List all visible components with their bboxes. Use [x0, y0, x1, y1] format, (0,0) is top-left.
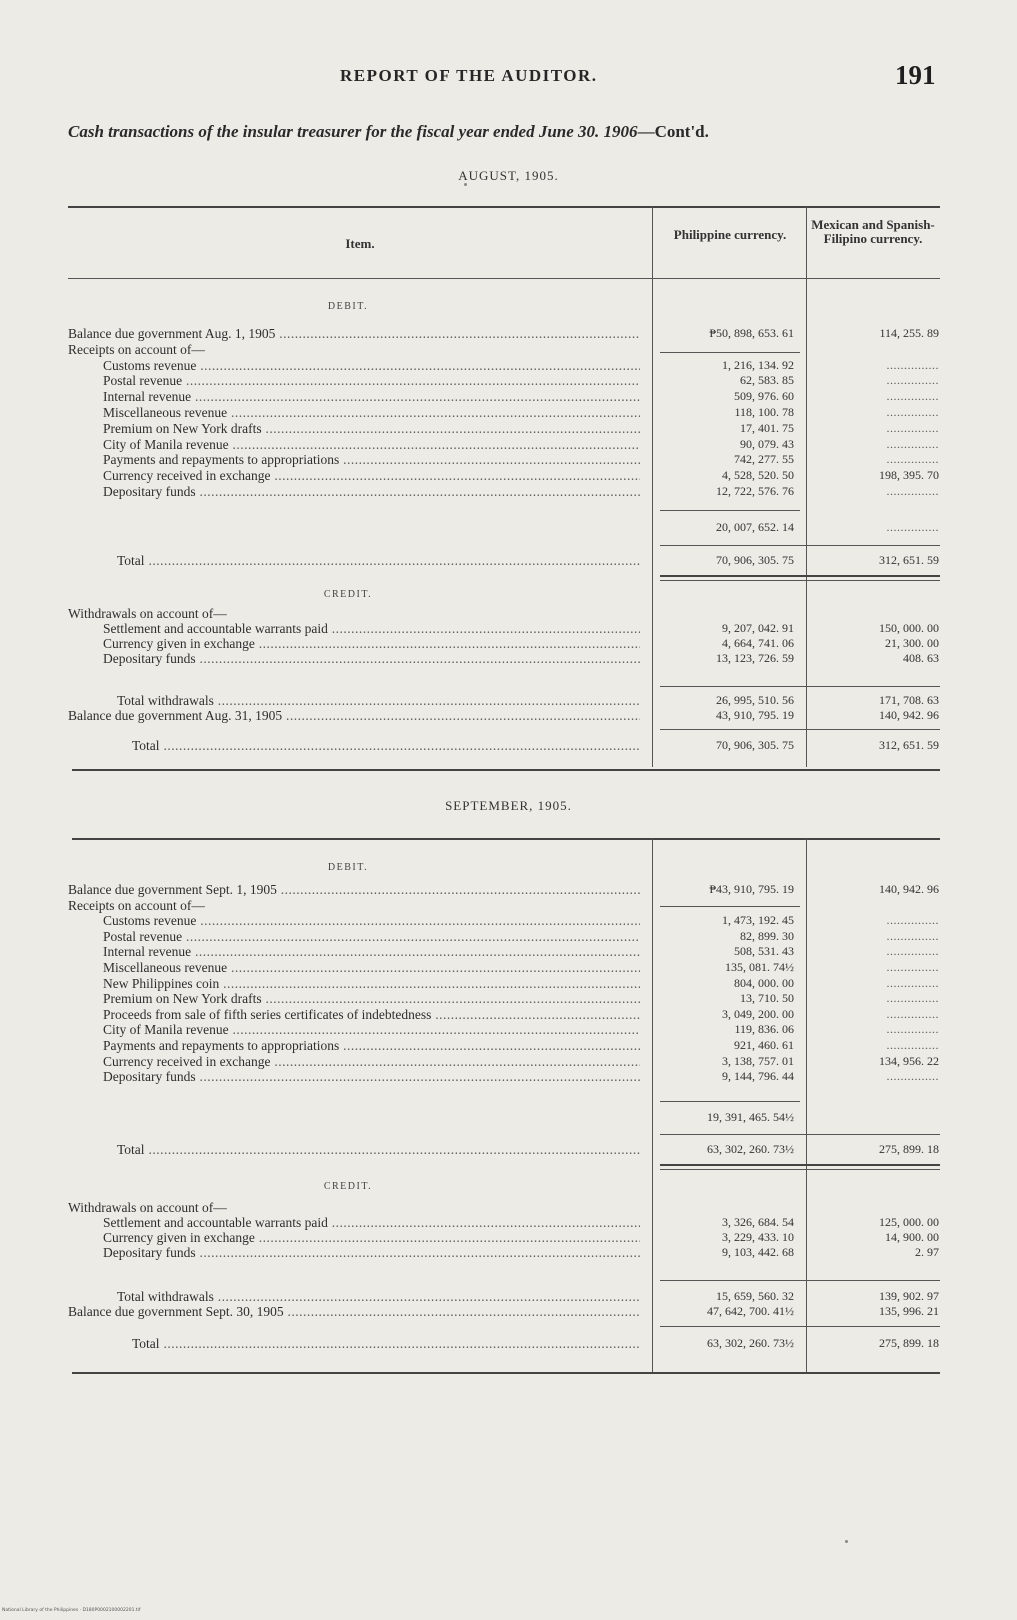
balance-end-label: Balance due government Aug. 31, 1905 ..... — [68, 708, 640, 723]
subcolumn-rule — [660, 352, 800, 353]
total-row — [0, 1336, 1017, 1351]
row-label: Currency given in exchange ..... — [103, 636, 640, 651]
ledger-row — [0, 636, 1017, 651]
row-label: Balance due government Sept. 1, 1905 ..... — [68, 882, 640, 897]
total-label: Total ..... — [132, 1336, 640, 1351]
total-label: Total ..... — [132, 738, 640, 753]
row-label: Balance due government Aug. 1, 1905 ..... — [68, 326, 640, 341]
row-label: Internal revenue ..... — [103, 944, 640, 959]
ledger-row — [0, 1230, 1017, 1245]
row-label: Payments and repayments to appropriations ..... — [103, 1038, 640, 1053]
value-philippine: 1, 216, 134. 92 — [722, 357, 794, 372]
ledger-row — [0, 991, 1017, 1006]
row-label: Miscellaneous revenue ..... — [103, 405, 640, 420]
value-mexican: 2. 97 — [915, 1245, 939, 1259]
row-label: Currency received in exchange ..... — [103, 1054, 640, 1069]
value-philippine: 82, 899. 30 — [740, 928, 794, 943]
balance-end-row — [0, 1304, 1017, 1319]
value-philippine: 3, 049, 200. 00 — [722, 1006, 794, 1021]
ledger-row — [0, 976, 1017, 991]
row-label: Customs revenue ..... — [103, 913, 640, 928]
section-label-credit: CREDIT. — [323, 1181, 373, 1192]
value-mexican: 134, 956. 22 — [879, 1053, 939, 1068]
value-philippine: 3, 138, 757. 01 — [722, 1053, 794, 1068]
value-philippine: 70, 906, 305. 75 — [716, 553, 794, 567]
value-mexican: ............... — [886, 373, 939, 388]
archive-credit-line: National Library of the Philippines · D180P0002100002201.tif — [2, 1608, 141, 1613]
double-rule — [660, 1164, 940, 1166]
total-withdrawals-label: Total withdrawals ..... — [117, 1289, 640, 1304]
row-label: Receipts on account of— — [68, 341, 205, 357]
value-mexican: 139, 902. 97 — [879, 1289, 939, 1303]
value-mexican: ............... — [886, 357, 939, 372]
value-mexican: ............... — [886, 975, 939, 990]
total-rule — [660, 1134, 940, 1135]
value-philippine: 43, 910, 795. 19 — [716, 708, 794, 722]
value-philippine: 119, 836. 06 — [734, 1022, 794, 1037]
value-philippine: 9, 144, 796. 44 — [722, 1069, 794, 1084]
value-mexican: ............... — [886, 1022, 939, 1037]
value-philippine: 9, 207, 042. 91 — [722, 621, 794, 635]
value-philippine: 135, 081. 74½ — [725, 960, 794, 974]
ledger-row — [0, 421, 1017, 436]
scan-speck — [845, 1540, 848, 1543]
value-philippine: 17, 401. 75 — [740, 420, 794, 435]
row-label: Currency received in exchange ..... — [103, 468, 640, 483]
value-philippine: 19, 391, 465. 54½ — [707, 1110, 794, 1124]
value-mexican: ............... — [886, 452, 939, 467]
row-label: Depositary funds ..... — [103, 1245, 640, 1260]
row-label: City of Manila revenue ..... — [103, 437, 640, 452]
value-philippine: 26, 995, 510. 56 — [716, 693, 794, 707]
value-mexican: 21, 300. 00 — [885, 636, 939, 650]
column-header-philippine: Philippine currency. — [673, 227, 787, 242]
value-mexican: 312, 651. 59 — [879, 553, 939, 567]
value-mexican: ............... — [886, 520, 939, 534]
value-philippine: 804, 000. 00 — [734, 975, 794, 990]
page-number: 191 — [895, 60, 936, 90]
ledger-row — [0, 1215, 1017, 1230]
value-philippine: 4, 528, 520. 50 — [722, 468, 794, 483]
row-label: Postal revenue ..... — [103, 373, 640, 388]
ledger-row — [0, 1245, 1017, 1260]
ledger-row — [0, 1022, 1017, 1037]
value-philippine: ₱43, 910, 795. 19 — [709, 882, 794, 896]
column-header-mexican: Mexican and Spanish-Filipino currency. — [811, 217, 935, 246]
value-mexican: ............... — [886, 960, 939, 974]
value-philippine: 508, 531. 43 — [734, 944, 794, 959]
row-label: Settlement and accountable warrants paid ..... — [103, 621, 640, 636]
value-philippine: 15, 659, 560. 32 — [716, 1289, 794, 1303]
ledger-row — [0, 373, 1017, 388]
row-label: Depositary funds ..... — [103, 484, 640, 499]
ledger-row — [0, 882, 1017, 897]
subcolumn-rule — [660, 1101, 800, 1102]
value-mexican: 140, 942. 96 — [879, 708, 939, 722]
ledger-row — [0, 651, 1017, 666]
value-mexican: 114, 255. 89 — [879, 326, 939, 340]
row-label: Depositary funds ..... — [103, 1069, 640, 1084]
ledger-row — [0, 898, 1017, 913]
value-mexican: 125, 000. 00 — [879, 1215, 939, 1229]
subtotal-row — [0, 1110, 1017, 1125]
row-label: Withdrawals on account of— — [68, 1200, 227, 1215]
row-label: Payments and repayments to appropriations ..... — [103, 452, 640, 467]
ledger-row — [0, 606, 1017, 621]
value-mexican: 135, 996. 21 — [879, 1304, 939, 1318]
row-label: Settlement and accountable warrants paid ..... — [103, 1215, 640, 1230]
value-philippine: 4, 664, 741. 06 — [722, 636, 794, 650]
value-mexican: 408. 63 — [903, 651, 939, 665]
value-mexican: 140, 942. 96 — [879, 882, 939, 896]
row-label: Miscellaneous revenue ..... — [103, 960, 640, 975]
total-withdrawals-row — [0, 693, 1017, 708]
running-head: REPORT OF THE AUDITOR. — [340, 66, 598, 85]
value-philippine: 62, 583. 85 — [740, 373, 794, 388]
value-mexican: 14, 900. 00 — [885, 1230, 939, 1244]
table-title-text: Cash transactions of the insular treasurer for the fiscal year ended June 30. 1906 — [68, 122, 638, 141]
row-label: Proceeds from sale of fifth series certificates of indebtedness ..... — [103, 1007, 640, 1022]
ledger-row — [0, 1007, 1017, 1022]
total-row — [0, 738, 1017, 753]
ledger-row — [0, 960, 1017, 975]
value-philippine: 3, 326, 684. 54 — [722, 1215, 794, 1229]
ledger-row — [0, 326, 1017, 341]
total-row — [0, 1142, 1017, 1157]
ledger-row — [0, 342, 1017, 357]
value-mexican: 275, 899. 18 — [879, 1142, 939, 1156]
subtotal-row — [0, 520, 1017, 535]
section-label-credit: CREDIT. — [323, 589, 373, 600]
section-label-debit: DEBIT. — [327, 862, 369, 873]
total-rule — [660, 1326, 940, 1327]
value-philippine: 63, 302, 260. 73½ — [707, 1336, 794, 1350]
value-philippine: ₱50, 898, 653. 61 — [709, 326, 794, 340]
ledger-row — [0, 1200, 1017, 1215]
value-mexican: ............... — [886, 405, 939, 419]
subcolumn-rule — [660, 510, 800, 511]
ledger-row — [0, 405, 1017, 420]
table-title-contd: —Cont'd. — [637, 122, 709, 141]
ledger-row — [0, 358, 1017, 373]
row-label: Premium on New York drafts ..... — [103, 991, 640, 1006]
value-mexican: ............... — [886, 928, 939, 943]
row-label: Depositary funds ..... — [103, 651, 640, 666]
value-mexican: ............... — [886, 436, 939, 451]
value-mexican: ............... — [886, 913, 939, 928]
double-rule — [660, 1169, 940, 1170]
total-rule — [660, 686, 940, 687]
double-rule — [660, 580, 940, 581]
value-mexican: 198, 395. 70 — [879, 468, 939, 483]
scan-speck — [464, 183, 467, 186]
value-mexican: 275, 899. 18 — [879, 1336, 939, 1350]
ledger-row — [0, 929, 1017, 944]
ledger-row — [0, 468, 1017, 483]
total-withdrawals-label: Total withdrawals ..... — [117, 693, 640, 708]
value-philippine: 47, 642, 700. 41½ — [707, 1304, 794, 1318]
ledger-row — [0, 1038, 1017, 1053]
value-philippine: 3, 229, 433. 10 — [722, 1230, 794, 1244]
ledger-row — [0, 452, 1017, 467]
row-label: New Philippines coin ..... — [103, 976, 640, 991]
table-bottom-rule — [72, 769, 940, 771]
total-rule — [660, 1280, 940, 1281]
value-mexican: ............... — [886, 389, 939, 404]
value-mexican: 150, 000. 00 — [879, 621, 939, 635]
value-philippine: 12, 722, 576. 76 — [716, 484, 794, 498]
value-philippine: 9, 103, 442. 68 — [722, 1245, 794, 1259]
value-mexican: ............... — [886, 1069, 939, 1084]
total-rule — [660, 729, 940, 730]
double-rule — [660, 575, 940, 577]
total-row — [0, 553, 1017, 568]
ledger-row — [0, 389, 1017, 404]
column-header-item: Item. — [345, 236, 375, 251]
row-label: Premium on New York drafts ..... — [103, 421, 640, 436]
header-bottom-rule — [68, 278, 940, 279]
month-heading-august: AUGUST, 1905. — [458, 168, 559, 183]
value-mexican: ............... — [886, 420, 939, 435]
row-label: Postal revenue ..... — [103, 929, 640, 944]
ledger-row — [0, 944, 1017, 959]
table-top-rule — [68, 206, 940, 208]
value-philippine: 63, 302, 260. 73½ — [707, 1142, 794, 1156]
row-label: Receipts on account of— — [68, 897, 205, 913]
ledger-row — [0, 437, 1017, 452]
value-philippine: 13, 123, 726. 59 — [716, 651, 794, 665]
total-withdrawals-row — [0, 1289, 1017, 1304]
total-label: Total ..... — [117, 1142, 640, 1157]
section-label-debit: DEBIT. — [327, 301, 369, 312]
value-mexican: 171, 708. 63 — [879, 693, 939, 707]
total-label: Total ..... — [117, 553, 640, 568]
value-philippine: 70, 906, 305. 75 — [716, 738, 794, 752]
value-philippine: 742, 277. 55 — [734, 452, 794, 467]
value-philippine: 20, 007, 652. 14 — [716, 520, 794, 534]
value-mexican: 312, 651. 59 — [879, 738, 939, 752]
value-mexican: ............... — [886, 484, 939, 498]
row-label: Withdrawals on account of— — [68, 606, 227, 621]
value-philippine: 90, 079. 43 — [740, 436, 794, 451]
subcolumn-rule — [660, 906, 800, 907]
value-mexican: ............... — [886, 1038, 939, 1052]
balance-end-label: Balance due government Sept. 30, 1905 ..... — [68, 1304, 640, 1319]
ledger-row — [0, 484, 1017, 499]
table-title — [68, 122, 948, 142]
table-top-rule — [72, 838, 940, 840]
ledger-row — [0, 913, 1017, 928]
row-label: Internal revenue ..... — [103, 389, 640, 404]
balance-end-row — [0, 708, 1017, 723]
ledger-row — [0, 621, 1017, 636]
row-label: Customs revenue ..... — [103, 358, 640, 373]
row-label: City of Manila revenue ..... — [103, 1022, 640, 1037]
value-philippine: 118, 100. 78 — [734, 405, 794, 419]
row-label: Currency given in exchange ..... — [103, 1230, 640, 1245]
value-mexican: ............... — [886, 944, 939, 959]
value-philippine: 509, 976. 60 — [734, 389, 794, 404]
ledger-row — [0, 1054, 1017, 1069]
value-mexican: ............... — [886, 991, 939, 1006]
value-mexican: ............... — [886, 1006, 939, 1021]
ledger-row — [0, 1069, 1017, 1084]
month-heading-september: SEPTEMBER, 1905. — [445, 798, 572, 813]
value-philippine: 921, 460. 61 — [734, 1038, 794, 1052]
table-bottom-rule — [72, 1372, 940, 1374]
value-philippine: 1, 473, 192. 45 — [722, 913, 794, 928]
value-philippine: 13, 710. 50 — [740, 991, 794, 1006]
total-rule — [660, 545, 940, 546]
